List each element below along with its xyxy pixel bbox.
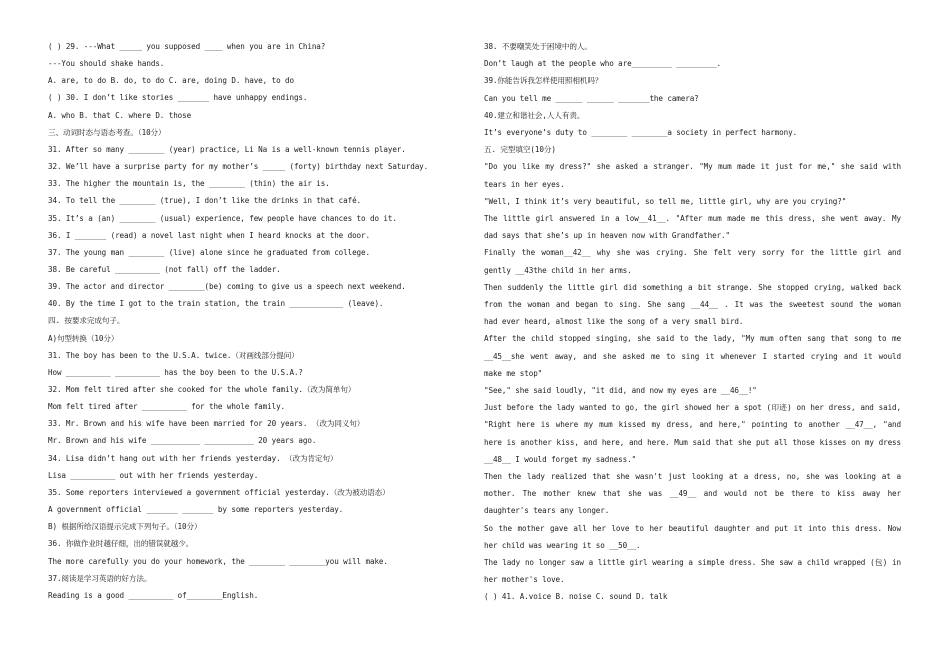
left-line: 四. 按要求完成句子。 [48,316,125,326]
right-line: daughter's tears any longer. [484,506,610,516]
right-line: ( ) 41. A.voice B. noise C. sound D. talk [484,592,668,602]
left-line: 37. The young man ________ (live) alone since he graduated from college. [48,247,370,257]
left-line: Mr. Brown and his wife ___________ ___________ 20 years ago. [48,436,317,446]
left-line: B) 根据所给汉语提示完成下列句子。（10分） [48,522,202,532]
right-line: "Do you like my dress?" she asked a stranger. "My mum made it just for me," she said with [484,162,901,172]
right-line: dad says that she’s up in heaven now with Grandfather." [484,231,730,241]
left-line: Reading is a good __________ of________English. [48,590,259,600]
right-line: her mother's love. [484,575,565,585]
right-line: 五. 完型填空(10分) [484,145,556,155]
left-line: ( ) 30. I don’t like stories _______ have unhappy endings. [48,93,308,103]
left-line: Lisa __________ out with her friends yesterday. [48,470,259,480]
left-line: 38. Be careful __________ (not fall) off the ladder. [48,264,281,274]
left-line: 32. Mom felt tired after she cooked for the whole family.（改为简单句） [48,385,356,394]
right-line: "Right here is where my mum kissed my dress, and here," pointing to another __47__, "and [484,420,901,430]
right-line: Then suddenly the little girl did something a bit strange. She stopped crying, walked back [484,282,901,292]
left-line: A. are, to do B. do, to do C. are, doing D. have, to do [48,76,294,86]
right-line: her child was wearing it so __50__. [484,540,641,550]
left-line: ---You should shake hands. [48,59,165,69]
right-line: gently __43the child in her arms. [484,265,632,275]
left-line: ( ) 29. ---What _____ you supposed ____ when you are in China? [48,42,326,51]
right-line: __48__ I would forget my sadness." [484,454,637,464]
right-line: had ever heard, almost like the song of a very small bird. [484,317,744,327]
right-line: Then the lady realized that she wasn't just looking at a dress, no, she was looking at a [484,472,901,481]
left-line: 36. 你做作业时越仔细，出的错误就越少。 [48,539,194,549]
right-line: here is another kiss, and here, and here. Mum said that she put all those kisses on my dress [484,437,901,447]
left-line: 33. The higher the mountain is, the ________ (thin) the air is. [48,179,330,189]
right-line: make me stop" [484,368,543,378]
right-line: It’s everyone’s duty to ________ ________a society in perfect harmony. [484,128,798,137]
left-line: 34. Lisa didn’t hang out with her friends yesterday. （改为肯定句） [48,453,338,463]
left-line: 36. I _______ (read) a novel last night when I heard knocks at the door. [48,230,370,240]
left-line: 32. We’ll have a surprise party for my mother’s _____ (forty) birthday next Saturday. [48,162,429,172]
left-line: 33. Mr. Brown and his wife have been married for 20 years. （改为同义句） [48,419,365,429]
left-line: A)句型转换（10分） [48,333,119,343]
left-line: 37.阅读是学习英语的好方法。 [48,573,152,583]
right-line: So the mother gave all her love to her beautiful daughter and put it into this dress. Now [484,523,901,533]
left-line: 31. The boy has been to the U.S.A. twice.（对画线部分提问） [48,350,299,360]
left-line: How __________ __________ has the boy been to the U.S.A.? [48,367,303,377]
left-line: 34. To tell the ________ (true), I don’t like the drinks in that café. [48,196,362,206]
left-line: 39. The actor and director ________(be) coming to give us a speech next weekend. [48,282,406,292]
right-line: The lady no longer saw a little girl wearing a simple dress. She saw a child wrapped (包) in [484,558,901,567]
left-line: A. who B. that C. where D. those [48,110,192,120]
right-line: mother. The mother knew that she was __49__ and would not be there to kiss away her [484,489,901,499]
left-line: 三、动词时态与语态考查。（10分） [48,127,166,137]
right-line: Just before the lady wanted to go, the girl showed her a spot (印迹) on her dress, and said, [484,403,901,413]
right-line: After the child stopped singing, she said to the lady, "My mum often sang that song to me [484,334,901,344]
left-line: 40. By the time I got to the train station, the train ____________ (leave). [48,299,384,309]
right-line: 40.建立和谐社会,人人有责。 [484,110,585,120]
right-line: 39.你能告诉我怎样使用照相机吗？ [484,76,603,86]
right-line: 38. 不要嘲笑处于困境中的人。 [484,42,592,51]
right-line: Can you tell me ______ ______ _______the camera? [484,93,699,103]
right-line: from the woman and began to sing. She sang __44__ . It was the sweetest sound the woman [484,300,901,309]
right-line: __45__she went away, and she asked me to sing it whenever I started crying and it would [484,351,901,361]
left-line: The more carefully you do your homework, the ________ ________you will make. [48,556,388,566]
left-line: Mom felt tired after __________ for the whole family. [48,402,286,412]
right-line: "Well, I think it’s very beautiful, so tell me, little girl, why are you crying?" [484,196,847,206]
left-line: 35. Some reporters interviewed a government official yesterday.（改为被动语态） [48,487,390,497]
right-line: tears in her eyes. [484,179,565,189]
right-line: Don’t laugh at the people who are_________ _________. [484,59,722,69]
right-line: "See," she said loudly, "it did, and now my eyes are __46__!" [484,386,757,395]
right-line: The little girl answered in a low__41__. "After mum made me this dress, she went away. My [484,214,901,223]
right-line: Finally the woman__42__ why she was crying. She felt very sorry for the little girl and [484,248,901,258]
left-line: 31. After so many ________ (year) practice, Li Na is a well-known tennis player. [48,144,406,154]
left-line: 35. It’s a (an) ________ (usual) experience, few people have chances to do it. [48,213,397,223]
left-line: A government official _______ _______ by some reporters yesterday. [48,505,344,515]
